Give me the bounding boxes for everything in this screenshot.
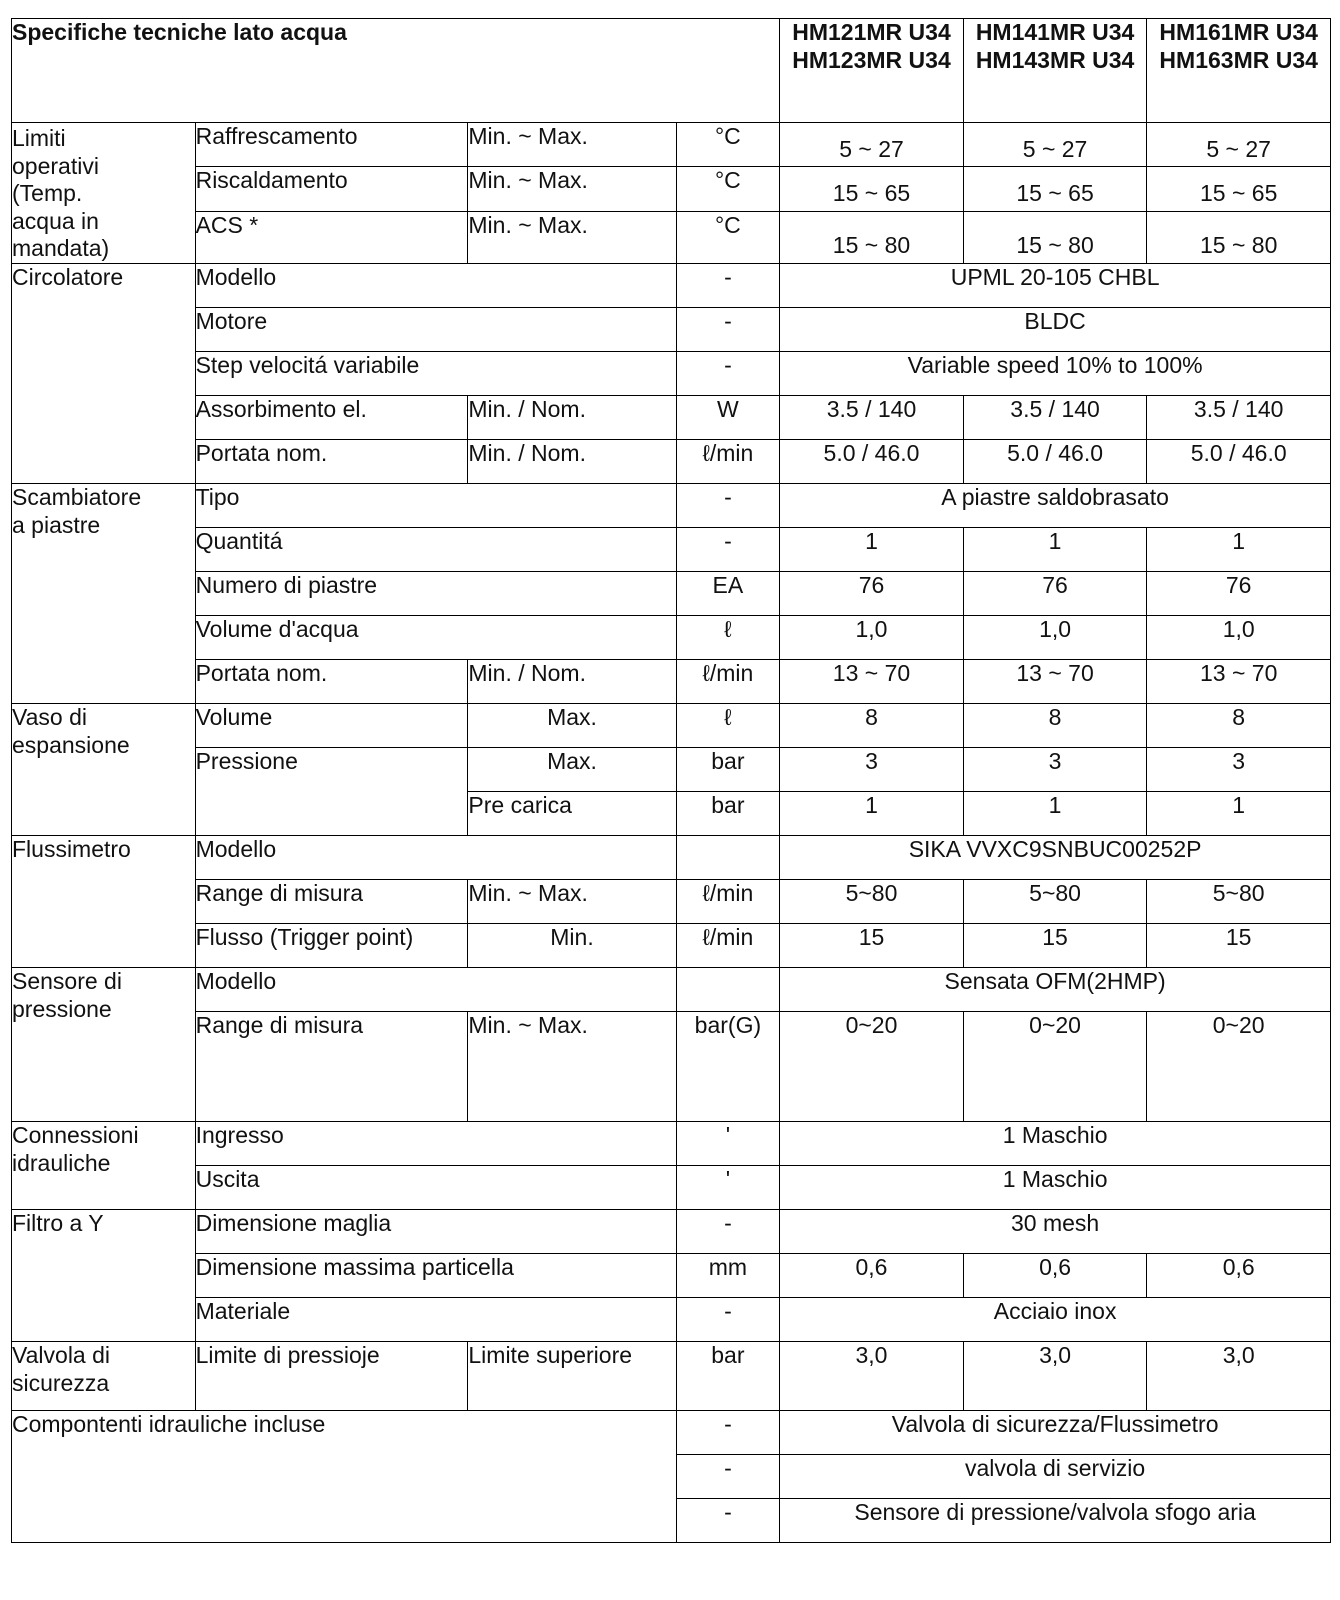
unit-label: - [676, 1454, 780, 1498]
condition-label: Min. ~ Max. [468, 123, 676, 167]
item-label: Portata nom. [195, 659, 468, 703]
value-cell: 1 [780, 527, 964, 571]
value-cell: 5.0 / 46.0 [780, 439, 964, 483]
unit-label: ℓ/min [676, 439, 780, 483]
unit-label: - [676, 1498, 780, 1542]
value-cell: Valvola di sicurezza/Flussimetro [780, 1410, 1331, 1454]
model-name: HM123MR U34 [792, 46, 951, 73]
model-name: HM141MR U34 [975, 19, 1135, 45]
value-cell: 1 [963, 791, 1147, 835]
group-label-line: Sensore di [12, 967, 122, 994]
unit-label [676, 835, 780, 879]
value-cell: 3,0 [963, 1341, 1147, 1410]
item-label: Volume [195, 703, 468, 747]
value-cell: Acciaio inox [780, 1297, 1331, 1341]
group-label-line: Vaso di [12, 703, 88, 730]
table-row [12, 1011, 1331, 1121]
model-name: HM143MR U34 [975, 46, 1135, 73]
table-row [12, 123, 1331, 167]
group-label-line: operativi [12, 152, 99, 179]
condition-label: Limite superiore [468, 1341, 676, 1410]
item-label: Materiale [195, 1297, 676, 1341]
value-cell: 8 [963, 703, 1147, 747]
item-label: Limite di pressioje [195, 1341, 468, 1410]
value-cell: 13 ~ 70 [1147, 659, 1331, 703]
group-label-line: acqua in [12, 207, 99, 234]
unit-label: °C [676, 211, 780, 263]
value-cell: 0,6 [1147, 1253, 1331, 1297]
condition-label: Min. [468, 923, 676, 967]
unit-label: °C [676, 167, 780, 211]
table-row [12, 1253, 1331, 1297]
value-cell: 0~20 [780, 1011, 964, 1121]
table-row [12, 659, 1331, 703]
unit-label: ' [676, 1121, 780, 1165]
value-cell: 15 ~ 65 [963, 167, 1147, 211]
value-cell: 1,0 [1147, 615, 1331, 659]
condition-label: Min. ~ Max. [468, 1011, 676, 1121]
value-cell: 8 [1147, 703, 1331, 747]
table-row [12, 879, 1331, 923]
unit-label: bar [676, 791, 780, 835]
group-label-line: sicurezza [12, 1369, 110, 1396]
item-label: Step velocitá variabile [195, 351, 676, 395]
unit-label: EA [676, 571, 780, 615]
model-header-2 [963, 19, 1147, 123]
table-row [12, 1297, 1331, 1341]
group-vaso-espansione [12, 703, 196, 835]
condition-label: Min. ~ Max. [468, 879, 676, 923]
value-cell: 3 [780, 747, 964, 791]
value-cell: 0,6 [780, 1253, 964, 1297]
item-label: Flusso (Trigger point) [195, 923, 468, 967]
table-row [12, 615, 1331, 659]
value-cell: 15 ~ 80 [780, 211, 964, 263]
unit-label: - [676, 1410, 780, 1454]
table-row [12, 747, 1331, 791]
group-flussimetro: Flussimetro [12, 835, 196, 967]
value-cell: 1 [1147, 527, 1331, 571]
value-cell: 76 [963, 571, 1147, 615]
model-name: HM121MR U34 [792, 19, 951, 45]
value-cell: Sensata OFM(2HMP) [780, 967, 1331, 1011]
group-label-line: Connessioni [12, 1121, 139, 1148]
group-label-line: Scambiatore [12, 483, 142, 510]
group-label-line: Valvola di [12, 1341, 111, 1368]
value-cell: valvola di servizio [780, 1454, 1331, 1498]
value-cell: 1 Maschio [780, 1121, 1331, 1165]
value-cell: 15 ~ 80 [963, 211, 1147, 263]
value-cell: 3.5 / 140 [780, 395, 964, 439]
table-row [12, 263, 1331, 307]
value-cell: 5~80 [963, 879, 1147, 923]
group-scambiatore [12, 483, 196, 703]
table-row [12, 1410, 1331, 1454]
item-label: Motore [195, 307, 676, 351]
value-cell: 13 ~ 70 [780, 659, 964, 703]
value-cell: 5.0 / 46.0 [1147, 439, 1331, 483]
unit-label: W [676, 395, 780, 439]
value-cell: 1 [780, 791, 964, 835]
unit-label: - [676, 527, 780, 571]
item-label: ACS * [195, 211, 468, 263]
unit-label: - [676, 1209, 780, 1253]
group-label-line: mandata) [12, 235, 110, 262]
table-row [12, 527, 1331, 571]
table-row [12, 1165, 1331, 1209]
group-label-line: espansione [12, 731, 130, 758]
item-label: Numero di piastre [195, 571, 676, 615]
condition-label: Max. [468, 703, 676, 747]
unit-label: ℓ/min [676, 879, 780, 923]
table-row [12, 835, 1331, 879]
condition-label: Min. ~ Max. [468, 167, 676, 211]
condition-label: Pre carica [468, 791, 676, 835]
table-row [12, 703, 1331, 747]
value-cell: 8 [780, 703, 964, 747]
item-label: Volume d'acqua [195, 615, 676, 659]
model-header-1 [780, 19, 964, 123]
table-row [12, 483, 1331, 527]
value-cell: 76 [1147, 571, 1331, 615]
value-cell: BLDC [780, 307, 1331, 351]
unit-label: °C [676, 123, 780, 167]
header-row [12, 19, 1331, 123]
value-cell: 1,0 [963, 615, 1147, 659]
value-cell: Sensore di pressione/valvola sfogo aria [780, 1498, 1331, 1542]
group-circolatore: Circolatore [12, 263, 196, 483]
value-cell: Variable speed 10% to 100% [780, 351, 1331, 395]
item-label: Range di misura [195, 879, 468, 923]
group-filtro-y: Filtro a Y [12, 1209, 196, 1341]
unit-label: - [676, 1297, 780, 1341]
item-label: Assorbimento el. [195, 395, 468, 439]
table-row [12, 1121, 1331, 1165]
item-label: Uscita [195, 1165, 676, 1209]
value-cell: SIKA VVXC9SNBUC00252P [780, 835, 1331, 879]
item-label: Modello [195, 835, 676, 879]
table-row [12, 307, 1331, 351]
table-row [12, 571, 1331, 615]
value-cell: 3 [1147, 747, 1331, 791]
condition-label: Min. ~ Max. [468, 211, 676, 263]
table-row [12, 967, 1331, 1011]
item-label: Modello [195, 263, 676, 307]
value-cell: 1 [963, 527, 1147, 571]
model-name: HM163MR U34 [1159, 46, 1318, 73]
group-sensore-pressione [12, 967, 196, 1121]
value-cell: 15 [1147, 923, 1331, 967]
unit-label: ℓ [676, 615, 780, 659]
value-cell: 1,0 [780, 615, 964, 659]
unit-label [676, 967, 780, 1011]
value-cell: 5~80 [780, 879, 964, 923]
unit-label: ℓ/min [676, 659, 780, 703]
group-label-line: idrauliche [12, 1149, 111, 1176]
group-label-line: (Temp. [12, 180, 83, 207]
group-label-line: Limiti [12, 125, 66, 151]
value-cell: 5~80 [1147, 879, 1331, 923]
value-cell: 1 Maschio [780, 1165, 1331, 1209]
item-label: Raffrescamento [195, 123, 468, 167]
unit-label: bar(G) [676, 1011, 780, 1121]
value-cell: 5 ~ 27 [963, 123, 1147, 167]
group-connessioni-idrauliche [12, 1121, 196, 1209]
item-label: Quantitá [195, 527, 676, 571]
condition-label: Min. / Nom. [468, 659, 676, 703]
item-label: Modello [195, 967, 676, 1011]
group-componenti-incluse: Compontenti idrauliche incluse [12, 1410, 677, 1542]
value-cell: 3 [963, 747, 1147, 791]
unit-label: - [676, 307, 780, 351]
unit-label: - [676, 351, 780, 395]
value-cell: 3,0 [1147, 1341, 1331, 1410]
unit-label: - [676, 263, 780, 307]
item-label: Riscaldamento [195, 167, 468, 211]
table-row [12, 167, 1331, 211]
value-cell: 0,6 [963, 1253, 1147, 1297]
unit-label: ℓ [676, 703, 780, 747]
item-label: Ingresso [195, 1121, 676, 1165]
group-label-line: pressione [12, 995, 112, 1022]
group-limiti-operativi [12, 123, 196, 264]
value-cell: 5 ~ 27 [780, 123, 964, 167]
condition-label: Max. [468, 747, 676, 791]
unit-label: ℓ/min [676, 923, 780, 967]
unit-label: ' [676, 1165, 780, 1209]
value-cell: 3,0 [780, 1341, 964, 1410]
value-cell: 15 ~ 65 [780, 167, 964, 211]
table-row [12, 395, 1331, 439]
unit-label: bar [676, 747, 780, 791]
item-label: Dimensione massima particella [195, 1253, 676, 1297]
water-side-spec-table [11, 18, 1331, 1543]
table-row [12, 923, 1331, 967]
table-row [12, 211, 1331, 263]
value-cell: 5.0 / 46.0 [963, 439, 1147, 483]
table-title: Specifiche tecniche lato acqua [12, 19, 780, 123]
group-valvola-sicurezza [12, 1341, 196, 1410]
item-label: Dimensione maglia [195, 1209, 676, 1253]
value-cell: 5 ~ 27 [1147, 123, 1331, 167]
value-cell: 15 ~ 65 [1147, 167, 1331, 211]
group-label-line: a piastre [12, 511, 101, 538]
value-cell: 76 [780, 571, 964, 615]
value-cell: 13 ~ 70 [963, 659, 1147, 703]
table-row [12, 1209, 1331, 1253]
unit-label: - [676, 483, 780, 527]
condition-label: Min. / Nom. [468, 439, 676, 483]
item-label: Tipo [195, 483, 676, 527]
table-row [12, 439, 1331, 483]
value-cell: 1 [1147, 791, 1331, 835]
value-cell: A piastre saldobrasato [780, 483, 1331, 527]
value-cell: 30 mesh [780, 1209, 1331, 1253]
value-cell: 3.5 / 140 [1147, 395, 1331, 439]
table-row [12, 351, 1331, 395]
unit-label: bar [676, 1341, 780, 1410]
unit-label: mm [676, 1253, 780, 1297]
table-row [12, 1341, 1331, 1410]
value-cell: 0~20 [963, 1011, 1147, 1121]
model-header-3 [1147, 19, 1331, 123]
item-label: Pressione [195, 747, 468, 835]
model-name: HM161MR U34 [1159, 19, 1318, 45]
condition-label: Min. / Nom. [468, 395, 676, 439]
value-cell: 15 [963, 923, 1147, 967]
value-cell: UPML 20-105 CHBL [780, 263, 1331, 307]
value-cell: 0~20 [1147, 1011, 1331, 1121]
value-cell: 3.5 / 140 [963, 395, 1147, 439]
value-cell: 15 ~ 80 [1147, 211, 1331, 263]
value-cell: 15 [780, 923, 964, 967]
item-label: Range di misura [195, 1011, 468, 1121]
item-label: Portata nom. [195, 439, 468, 483]
